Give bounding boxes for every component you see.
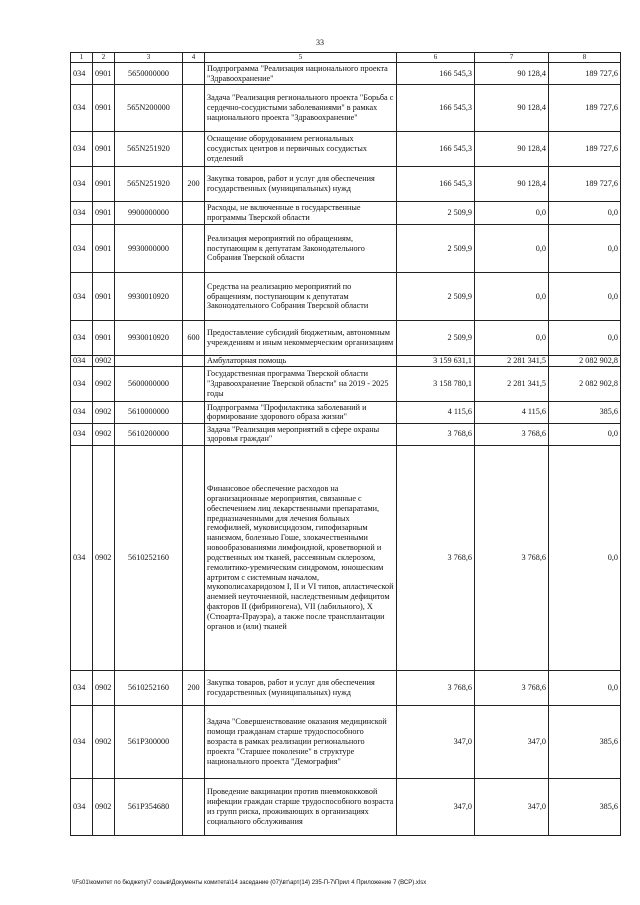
item-name-cell: Реализация мероприятий по обращениям, поступающим к депутатам Законодательного Собрания Тверской области xyxy=(205,225,397,273)
item-name-cell: Подпрограмма "Реализация национального проекта "Здравоохранение" xyxy=(205,63,397,85)
target-article-cell: 5600000000 xyxy=(115,366,183,401)
section-code-cell: 0901 xyxy=(93,63,115,85)
target-article-cell: 565N200000 xyxy=(115,85,183,132)
table-row xyxy=(71,167,621,202)
amount-2021-cell: 3 768,6 xyxy=(397,445,475,670)
amount-2021-cell: 3 158 780,1 xyxy=(397,366,475,401)
column-number: 2 xyxy=(93,53,115,63)
target-article-cell: 5610000000 xyxy=(115,401,183,423)
target-article-cell: 9930000000 xyxy=(115,225,183,273)
table-row xyxy=(71,670,621,705)
section-code-cell: 0901 xyxy=(93,225,115,273)
amount-2021-cell: 2 509,9 xyxy=(397,273,475,321)
amount-2022-cell: 2 281 341,5 xyxy=(475,356,549,367)
budget-table xyxy=(70,52,621,836)
column-number: 5 xyxy=(205,53,397,63)
amount-2023-cell: 189 727,6 xyxy=(549,85,621,132)
amount-2023-cell: 0,0 xyxy=(549,445,621,670)
amount-2021-cell: 3 768,6 xyxy=(397,423,475,445)
table-row xyxy=(71,778,621,835)
item-name-cell: Расходы, не включенные в государственные программы Тверской области xyxy=(205,202,397,225)
item-name-cell: Проведение вакцинации против пневмококковой инфекции граждан старше трудоспособного возраста из групп риска, проживающих в организациях социального обслуживания xyxy=(205,778,397,835)
amount-2023-cell: 189 727,6 xyxy=(549,63,621,85)
table-row xyxy=(71,356,621,367)
column-number: 8 xyxy=(549,53,621,63)
item-name-cell: Задача "Совершенствование оказания медицинской помощи гражданам старше трудоспособного возраста в рамках реализации регионального проекта "Старшее поколение" в структуре национального проекта "Демография" xyxy=(205,705,397,778)
section-code-cell: 0902 xyxy=(93,445,115,670)
item-name-cell: Задача "Реализация регионального проекта "Борьба с сердечно-сосудистыми заболеваниями" в рамках национального проекта "Здравоохранение" xyxy=(205,85,397,132)
amount-2021-cell: 347,0 xyxy=(397,778,475,835)
amount-2023-cell: 0,0 xyxy=(549,273,621,321)
ministry-code-cell: 034 xyxy=(71,225,93,273)
amount-2023-cell: 0,0 xyxy=(549,202,621,225)
amount-2023-cell: 0,0 xyxy=(549,670,621,705)
amount-2023-cell: 2 082 902,8 xyxy=(549,366,621,401)
amount-2023-cell: 0,0 xyxy=(549,225,621,273)
column-number-row xyxy=(71,53,621,63)
ministry-code-cell: 034 xyxy=(71,167,93,202)
amount-2023-cell: 189 727,6 xyxy=(549,132,621,167)
table-row xyxy=(71,63,621,85)
table-row xyxy=(71,401,621,423)
ministry-code-cell: 034 xyxy=(71,423,93,445)
amount-2022-cell: 0,0 xyxy=(475,273,549,321)
item-name-cell: Оснащение оборудованием региональных сосудистых центров и первичных сосудистых отделений xyxy=(205,132,397,167)
target-article-cell: 5610252160 xyxy=(115,670,183,705)
amount-2023-cell: 0,0 xyxy=(549,423,621,445)
amount-2021-cell: 166 545,3 xyxy=(397,167,475,202)
item-name-cell: Задача "Реализация мероприятий в сфере охраны здоровья граждан" xyxy=(205,423,397,445)
amount-2022-cell: 0,0 xyxy=(475,202,549,225)
expense-type-cell: 200 xyxy=(183,167,205,202)
expense-type-cell xyxy=(183,356,205,367)
amount-2021-cell: 347,0 xyxy=(397,705,475,778)
expense-type-cell xyxy=(183,445,205,670)
expense-type-cell xyxy=(183,85,205,132)
item-name-cell: Закупка товаров, работ и услуг для обеспечения государственных (муниципальных) нужд xyxy=(205,167,397,202)
item-name-cell: Закупка товаров, работ и услуг для обеспечения государственных (муниципальных) нужд xyxy=(205,670,397,705)
table-row xyxy=(71,705,621,778)
expense-type-cell xyxy=(183,366,205,401)
table-row xyxy=(71,85,621,132)
section-code-cell: 0901 xyxy=(93,85,115,132)
section-code-cell: 0902 xyxy=(93,778,115,835)
amount-2022-cell: 347,0 xyxy=(475,778,549,835)
section-code-cell: 0902 xyxy=(93,366,115,401)
amount-2022-cell: 90 128,4 xyxy=(475,63,549,85)
item-name-cell: Подпрограмма "Профилактика заболеваний и формирование здорового образа жизни" xyxy=(205,401,397,423)
amount-2022-cell: 2 281 341,5 xyxy=(475,366,549,401)
amount-2023-cell: 385,6 xyxy=(549,705,621,778)
section-code-cell: 0901 xyxy=(93,202,115,225)
expense-type-cell xyxy=(183,225,205,273)
section-code-cell: 0902 xyxy=(93,423,115,445)
table-row xyxy=(71,366,621,401)
section-code-cell: 0902 xyxy=(93,401,115,423)
ministry-code-cell: 034 xyxy=(71,321,93,356)
ministry-code-cell: 034 xyxy=(71,273,93,321)
amount-2021-cell: 3 159 631,1 xyxy=(397,356,475,367)
amount-2023-cell: 0,0 xyxy=(549,321,621,356)
expense-type-cell xyxy=(183,273,205,321)
target-article-cell xyxy=(115,356,183,367)
table-row xyxy=(71,321,621,356)
amount-2022-cell: 0,0 xyxy=(475,225,549,273)
amount-2023-cell: 189 727,6 xyxy=(549,167,621,202)
table-row xyxy=(71,445,621,670)
amount-2021-cell: 2 509,9 xyxy=(397,321,475,356)
table-row xyxy=(71,225,621,273)
table-row xyxy=(71,132,621,167)
amount-2022-cell: 3 768,6 xyxy=(475,670,549,705)
file-path-footer: \\Fs01\комитет по бюджету\7 созыв\Документы комитета\14 заседание (07)\вт\арт(14) 235-П-7\Прил 4 Приложение 7 (ВСР).xlsx xyxy=(72,880,427,886)
page-number: 33 xyxy=(316,38,324,47)
ministry-code-cell: 034 xyxy=(71,356,93,367)
expense-type-cell: 600 xyxy=(183,321,205,356)
amount-2022-cell: 4 115,6 xyxy=(475,401,549,423)
amount-2022-cell: 0,0 xyxy=(475,321,549,356)
column-number: 4 xyxy=(183,53,205,63)
ministry-code-cell: 034 xyxy=(71,132,93,167)
section-code-cell: 0902 xyxy=(93,670,115,705)
target-article-cell: 5650000000 xyxy=(115,63,183,85)
amount-2023-cell: 2 082 902,8 xyxy=(549,356,621,367)
amount-2022-cell: 3 768,6 xyxy=(475,423,549,445)
expense-type-cell xyxy=(183,423,205,445)
section-code-cell: 0901 xyxy=(93,167,115,202)
column-number: 6 xyxy=(397,53,475,63)
table-row xyxy=(71,273,621,321)
section-code-cell: 0902 xyxy=(93,356,115,367)
section-code-cell: 0902 xyxy=(93,705,115,778)
target-article-cell: 5610252160 xyxy=(115,445,183,670)
item-name-cell: Средства на реализацию мероприятий по обращениям, поступающим к депутатам Законодательного Собрания Тверской области xyxy=(205,273,397,321)
column-number: 1 xyxy=(71,53,93,63)
target-article-cell: 5610200000 xyxy=(115,423,183,445)
ministry-code-cell: 034 xyxy=(71,705,93,778)
ministry-code-cell: 034 xyxy=(71,670,93,705)
amount-2021-cell: 2 509,9 xyxy=(397,225,475,273)
section-code-cell: 0901 xyxy=(93,273,115,321)
amount-2023-cell: 385,6 xyxy=(549,778,621,835)
item-name-cell: Предоставление субсидий бюджетным, автономным учреждениям и иным некоммерческим организациям xyxy=(205,321,397,356)
table-row xyxy=(71,423,621,445)
amount-2021-cell: 166 545,3 xyxy=(397,85,475,132)
amount-2022-cell: 90 128,4 xyxy=(475,132,549,167)
amount-2021-cell: 166 545,3 xyxy=(397,63,475,85)
expense-type-cell xyxy=(183,778,205,835)
item-name-cell: Финансовое обеспечение расходов на организационные мероприятия, связанные с обеспечением лиц лекарственными препаратами, предназначенными для лечения больных гемофилией, муковисцидозом, гипофизарным нанизмом, болезнью Гоше, злокачественными новообразованиями лимфоидной, кроветворной и родственных им тканей, рассеянным склерозом, гемолитико-уремическим синдромом, юношеским артритом с системным началом, мукополисахаридозом I, II и VI типов, апластической анемией неуточненной, наследственным дефицитом факторов II (фибриногена), VII (лабильного), X (Стюарта-Прауэра), а также после трансплантации органов и (или) тканей xyxy=(205,445,397,670)
section-code-cell: 0901 xyxy=(93,132,115,167)
ministry-code-cell: 034 xyxy=(71,366,93,401)
ministry-code-cell: 034 xyxy=(71,63,93,85)
amount-2022-cell: 3 768,6 xyxy=(475,445,549,670)
amount-2022-cell: 347,0 xyxy=(475,705,549,778)
column-number: 7 xyxy=(475,53,549,63)
target-article-cell: 561P354680 xyxy=(115,778,183,835)
item-name-cell: Государственная программа Тверской области "Здравоохранение Тверской области" на 2019 - 2025 годы xyxy=(205,366,397,401)
expense-type-cell xyxy=(183,401,205,423)
column-number: 3 xyxy=(115,53,183,63)
target-article-cell: 9930010920 xyxy=(115,321,183,356)
target-article-cell: 565N251920 xyxy=(115,132,183,167)
section-code-cell: 0901 xyxy=(93,321,115,356)
ministry-code-cell: 034 xyxy=(71,85,93,132)
ministry-code-cell: 034 xyxy=(71,202,93,225)
expense-type-cell xyxy=(183,202,205,225)
expense-type-cell xyxy=(183,63,205,85)
target-article-cell: 561P300000 xyxy=(115,705,183,778)
table-row xyxy=(71,202,621,225)
amount-2023-cell: 385,6 xyxy=(549,401,621,423)
target-article-cell: 9900000000 xyxy=(115,202,183,225)
target-article-cell: 565N251920 xyxy=(115,167,183,202)
amount-2022-cell: 90 128,4 xyxy=(475,167,549,202)
ministry-code-cell: 034 xyxy=(71,778,93,835)
amount-2021-cell: 4 115,6 xyxy=(397,401,475,423)
ministry-code-cell: 034 xyxy=(71,445,93,670)
amount-2022-cell: 90 128,4 xyxy=(475,85,549,132)
amount-2021-cell: 3 768,6 xyxy=(397,670,475,705)
ministry-code-cell: 034 xyxy=(71,401,93,423)
target-article-cell: 9930010920 xyxy=(115,273,183,321)
amount-2021-cell: 2 509,9 xyxy=(397,202,475,225)
amount-2021-cell: 166 545,3 xyxy=(397,132,475,167)
expense-type-cell xyxy=(183,705,205,778)
expense-type-cell: 200 xyxy=(183,670,205,705)
expense-type-cell xyxy=(183,132,205,167)
item-name-cell: Амбулаторная помощь xyxy=(205,356,397,367)
